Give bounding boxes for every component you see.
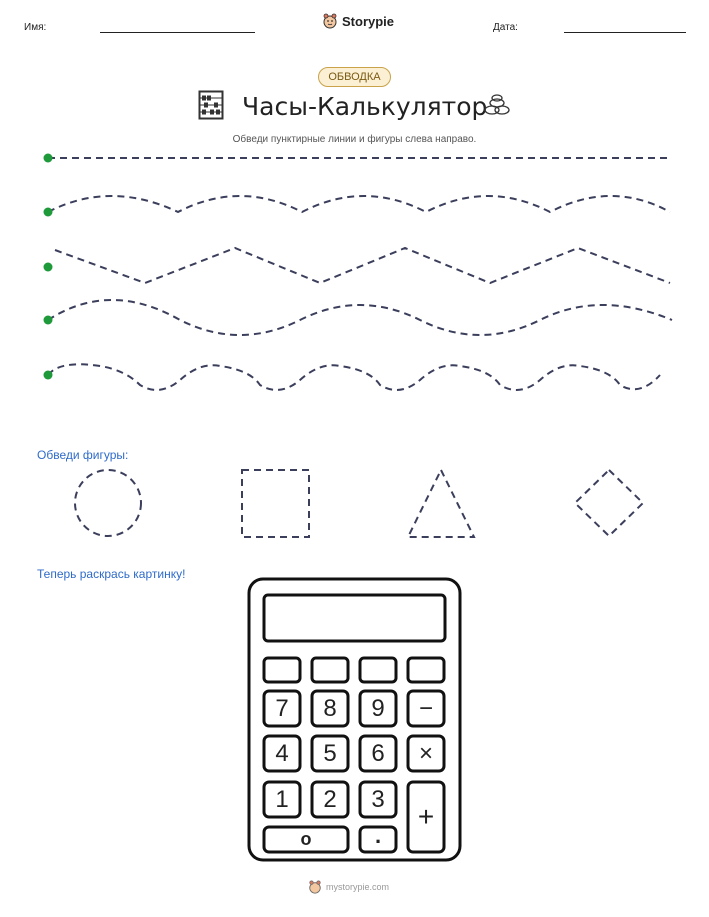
start-dot-5 [44,371,53,380]
trace-line-wave-1 [48,196,670,212]
key-3: 3 [371,785,385,813]
tracing-lines [0,140,709,400]
name-label: Имя: [24,22,47,33]
trace-triangle [408,470,474,537]
start-dot-1 [44,154,53,163]
key-minus: − [418,694,433,722]
name-line [100,32,255,33]
key-blank-3 [360,658,396,682]
key-blank-1 [264,658,300,682]
start-dot-2 [44,208,53,217]
abacus-icon [198,90,224,125]
footer-url: mystorypie.com [326,882,390,892]
key-blank-4 [408,658,444,682]
trace-diamond [575,470,643,536]
trace-square [242,470,309,537]
coins-icon [483,93,511,122]
page-subtitle: Обведи пунктирные линии и фигуры слева направо. [232,134,477,145]
key-9: 9 [371,694,385,722]
key-5: 5 [323,739,337,767]
coloring-label: Теперь раскрась картинку! [37,567,186,581]
key-0: o [300,829,312,849]
key-blank-2 [312,658,348,682]
brand-logo [322,13,394,29]
key-4: 4 [275,739,289,767]
start-dot-4 [44,316,53,325]
trace-line-bumps [48,364,660,390]
mascot-icon-small [308,880,322,894]
key-plus: + [417,801,435,832]
brand-name: Storypie [342,13,395,29]
key-dot: . [374,822,382,848]
start-dot-3 [44,263,53,272]
mascot-icon [322,13,338,29]
key-6: 6 [371,739,385,767]
trace-line-zigzag [55,248,670,283]
key-8: 8 [323,694,337,722]
key-1: 1 [275,785,289,813]
date-label: Дата: [493,22,518,33]
key-2: 2 [323,785,337,813]
date-line [564,32,686,33]
calculator-illustration [247,577,462,862]
trace-line-wave-2 [48,300,672,335]
trace-circle [75,470,141,536]
calculator-screen [264,595,445,641]
tracing-shapes [0,460,709,550]
footer [308,880,389,894]
page-title: Часы-Калькулятор [242,92,488,121]
category-badge: ОБВОДКА [318,67,390,87]
key-7: 7 [275,694,289,722]
shapes-label: Обведи фигуры: [37,448,129,462]
key-multiply: × [418,739,433,767]
